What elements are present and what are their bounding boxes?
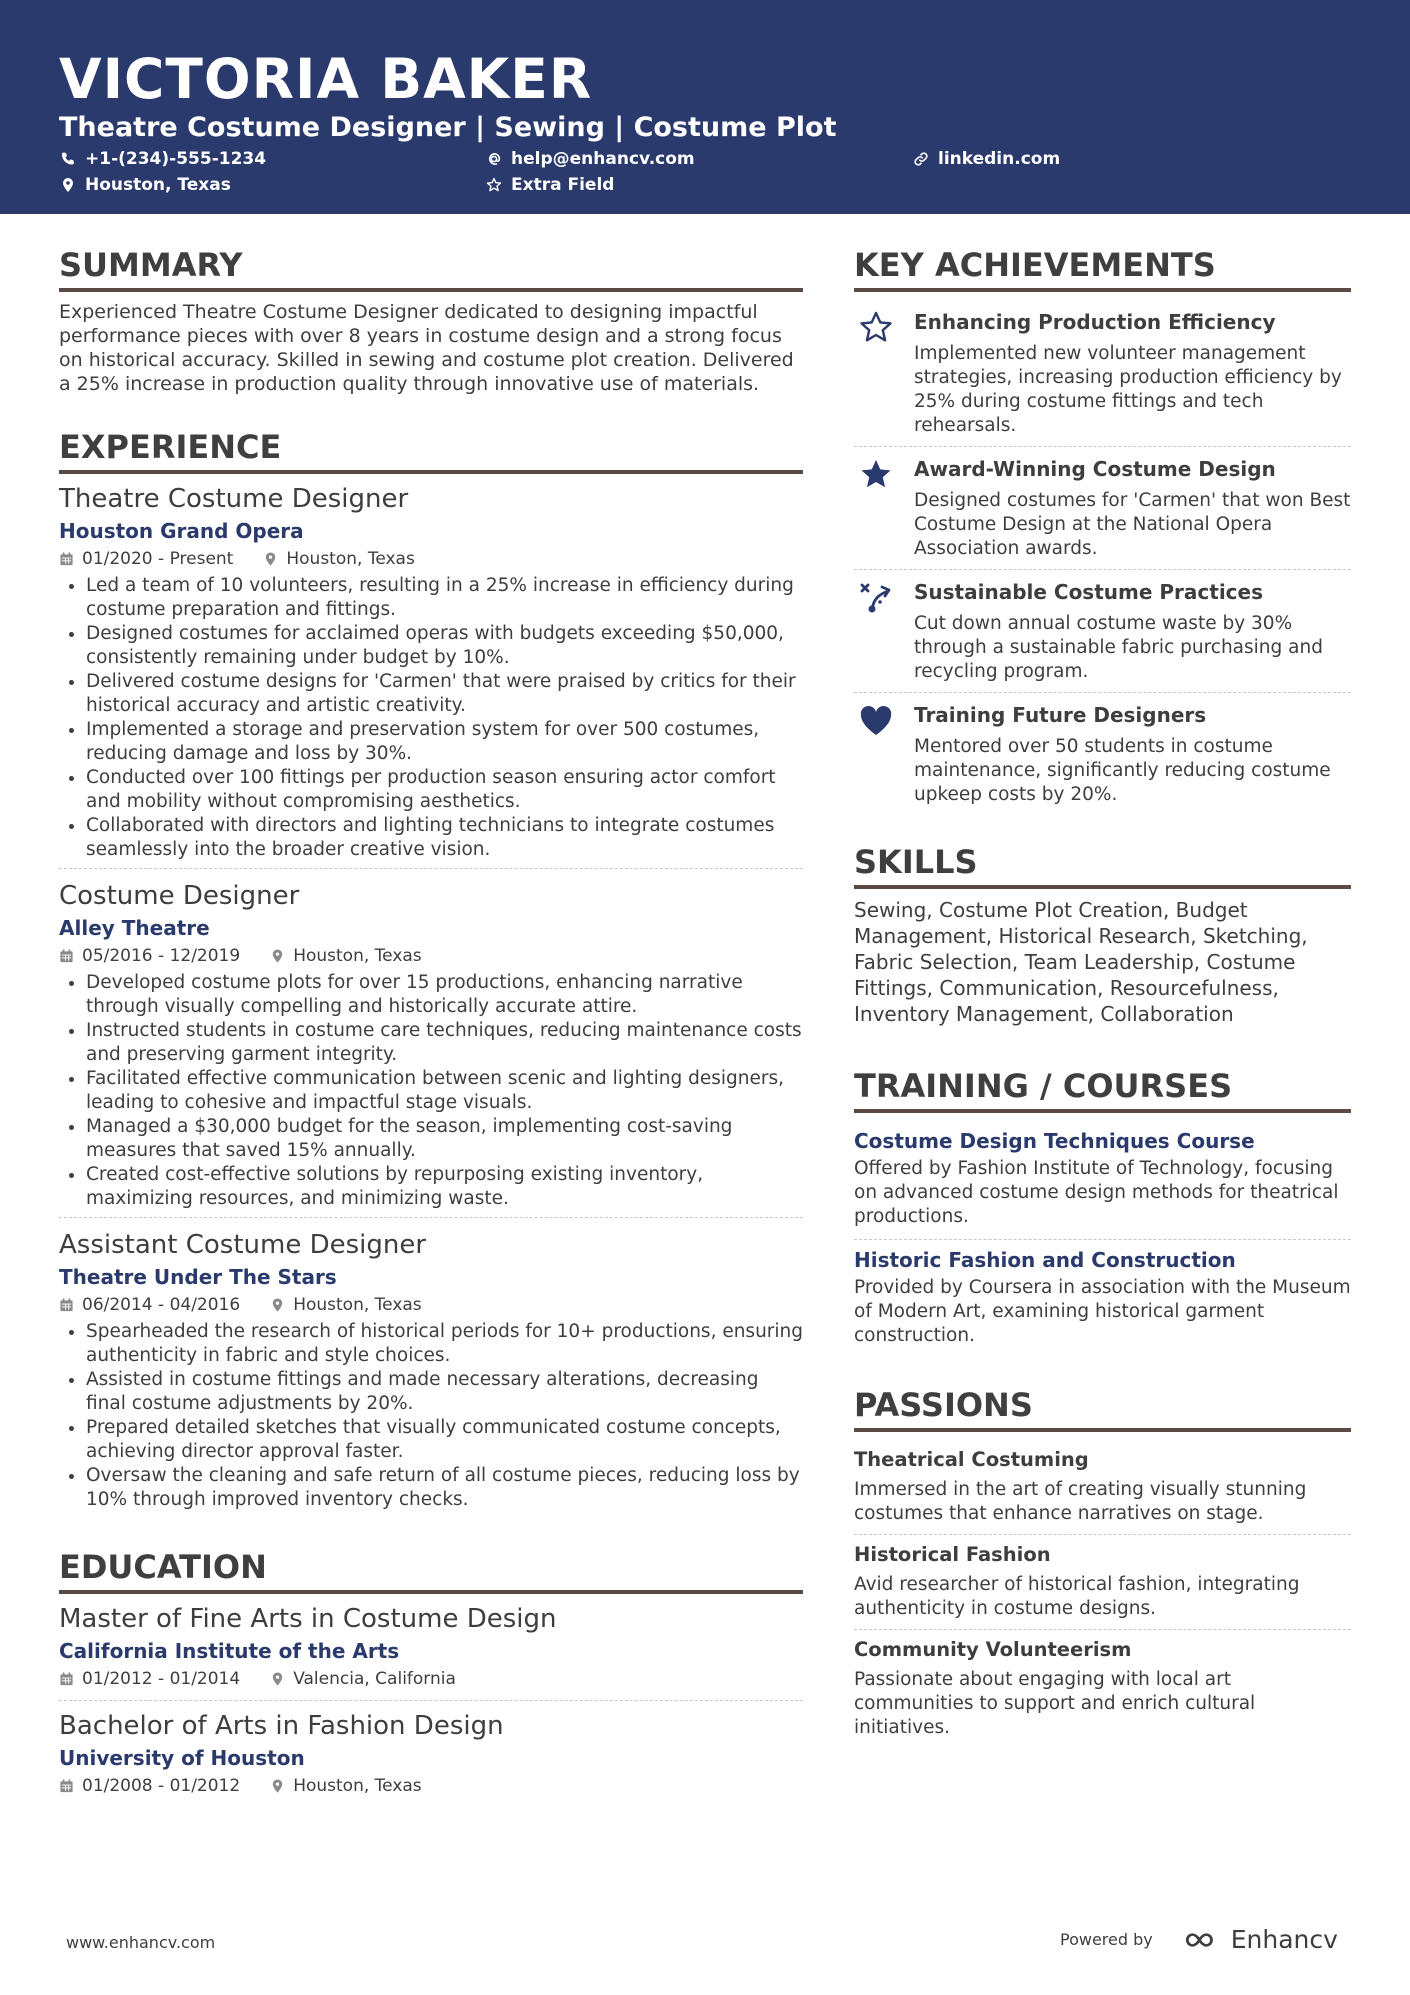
- achievement-title: Award-Winning Costume Design: [914, 457, 1276, 481]
- bullet-item: Created cost-effective solutions by repurposing existing inventory, maximizing resources, and minimizing waste.: [59, 1163, 803, 1211]
- achievement-item: [854, 447, 1351, 570]
- bullet-item: Spearheaded the research of historical periods for 10+ productions, ensuring authenticity in fabric and style choices.: [59, 1320, 803, 1368]
- summary-heading: SUMMARY: [59, 244, 803, 292]
- course-item: [854, 1121, 1351, 1240]
- contact-extra: [486, 174, 614, 196]
- job-meta: [59, 546, 803, 572]
- bullet-item: Facilitated effective communication between scenic and lighting designers, leading to cohesive and impactful stage visuals.: [59, 1067, 803, 1115]
- education-entry: [59, 1602, 803, 1701]
- left-column: [59, 244, 803, 1815]
- company-name: Alley Theatre: [59, 916, 210, 940]
- right-column: [854, 244, 1351, 1748]
- achievement-title: Training Future Designers: [914, 703, 1207, 727]
- job-title: Theatre Costume Designer: [59, 484, 409, 514]
- job-bullets: [59, 971, 803, 1211]
- job-title: Costume Designer: [59, 881, 300, 911]
- calendar-icon: [59, 948, 74, 964]
- passion-item: [854, 1440, 1351, 1535]
- contact-phone[interactable]: [60, 148, 266, 170]
- bullet-item: Collaborated with directors and lighting technicians to integrate costumes seamlessly into the broader creative vision.: [59, 814, 803, 862]
- education-location: Houston, Texas: [293, 1776, 422, 1796]
- company-name: Theatre Under The Stars: [59, 1265, 337, 1289]
- calendar-icon: [59, 1778, 74, 1794]
- bullet-item: Oversaw the cleaning and safe return of all costume pieces, reducing loss by 10% through improved inventory checks.: [59, 1464, 803, 1512]
- passion-title: Historical Fashion: [854, 1543, 1051, 1566]
- education-dates: 01/2012 - 01/2014: [82, 1669, 241, 1689]
- course-title: Costume Design Techniques Course: [854, 1129, 1255, 1153]
- footer-website[interactable]: www.enhancv.com: [66, 1933, 216, 1952]
- location-pin-icon: [263, 551, 278, 567]
- extra-field-text: Extra Field: [511, 175, 615, 195]
- job-location: Houston, Texas: [286, 549, 415, 569]
- experience-entry: [59, 1228, 803, 1518]
- infinity-logo-icon: [1177, 1927, 1225, 1953]
- powered-by-text: Powered by: [1060, 1930, 1153, 1949]
- passion-title: Community Volunteerism: [854, 1638, 1132, 1661]
- star-outline-icon: [486, 177, 502, 193]
- bullet-item: Developed costume plots for over 15 productions, enhancing narrative through visually compelling and historically accurate attire.: [59, 971, 803, 1019]
- candidate-headline: Theatre Costume Designer | Sewing | Costume Plot: [59, 112, 837, 143]
- job-location: Houston, Texas: [293, 1295, 422, 1315]
- location-pin-icon: [270, 1297, 285, 1313]
- job-meta: [59, 943, 803, 969]
- degree-title: Master of Fine Arts in Costume Design: [59, 1604, 557, 1634]
- at-icon: [486, 151, 502, 167]
- contact-linkedin[interactable]: [913, 148, 1060, 170]
- bullet-item: Delivered costume designs for 'Carmen' that were praised by critics for their historical accuracy and artistic creativity.: [59, 670, 803, 718]
- achievement-item: [854, 693, 1351, 815]
- education-meta: [59, 1773, 803, 1799]
- education-dates: 01/2008 - 01/2012: [82, 1776, 241, 1796]
- route-icon: [858, 580, 894, 616]
- achievement-desc: Designed costumes for 'Carmen' that won Best Costume Design at the National Opera Association awards.: [914, 490, 1351, 559]
- location-text: Houston, Texas: [85, 175, 231, 195]
- course-title: Historic Fashion and Construction: [854, 1248, 1236, 1272]
- bullet-item: Assisted in costume fittings and made necessary alterations, decreasing final costume adjustments by 20%.: [59, 1368, 803, 1416]
- achievements-heading: KEY ACHIEVEMENTS: [854, 244, 1351, 292]
- job-bullets: [59, 1320, 803, 1512]
- job-title: Assistant Costume Designer: [59, 1230, 427, 1260]
- job-location: Houston, Texas: [293, 946, 422, 966]
- calendar-icon: [59, 1671, 74, 1687]
- contact-location: [60, 174, 231, 196]
- passion-item: [854, 1535, 1351, 1630]
- achievement-item: [854, 300, 1351, 447]
- enhancv-logo[interactable]: [1177, 1925, 1338, 1954]
- phone-icon: [60, 151, 76, 167]
- star-filled-icon: [858, 457, 894, 493]
- achievement-desc: Implemented new volunteer management strategies, increasing production efficiency by 25% during costume fittings and tech rehearsals.: [914, 343, 1342, 436]
- bullet-item: Designed costumes for acclaimed operas with budgets exceeding $50,000, consistently remaining under budget by 10%.: [59, 622, 803, 670]
- email-text: help@enhancv.com: [511, 149, 695, 169]
- achievement-desc: Mentored over 50 students in costume maintenance, significantly reducing costume upkeep costs by 20%.: [914, 736, 1331, 805]
- location-pin-icon: [270, 1671, 285, 1687]
- resume-header: [0, 0, 1410, 214]
- achievement-title: Sustainable Costume Practices: [914, 580, 1263, 604]
- achievement-title: Enhancing Production Efficiency: [914, 310, 1276, 334]
- candidate-name: VICTORIA BAKER: [59, 47, 593, 111]
- school-name: University of Houston: [59, 1746, 305, 1770]
- calendar-icon: [59, 1297, 74, 1313]
- education-entry: [59, 1709, 803, 1807]
- bullet-item: Implemented a storage and preservation system for over 500 costumes, reducing damage and loss by 30%.: [59, 718, 803, 766]
- passion-desc: Immersed in the art of creating visually stunning costumes that enhance narratives on stage.: [854, 1479, 1307, 1524]
- bullet-item: Led a team of 10 volunteers, resulting in a 25% increase in efficiency during costume preparation and fittings.: [59, 574, 803, 622]
- job-dates: 01/2020 - Present: [82, 549, 234, 569]
- phone-text: +1-(234)-555-1234: [85, 149, 267, 169]
- course-desc: Provided by Coursera in association with the Museum of Modern Art, examining historical garment construction.: [854, 1277, 1351, 1346]
- degree-title: Bachelor of Arts in Fashion Design: [59, 1711, 504, 1741]
- job-bullets: [59, 574, 803, 862]
- experience-entry: [59, 482, 803, 869]
- calendar-icon: [59, 551, 74, 567]
- brand-name: Enhancv: [1230, 1925, 1338, 1954]
- education-meta: [59, 1666, 803, 1692]
- passions-heading: PASSIONS: [854, 1384, 1351, 1432]
- school-name: California Institute of the Arts: [59, 1639, 400, 1663]
- bullet-item: Instructed students in costume care techniques, reducing maintenance costs and preserving garment integrity.: [59, 1019, 803, 1067]
- job-dates: 06/2014 - 04/2016: [82, 1295, 241, 1315]
- link-icon: [913, 151, 929, 167]
- linkedin-text: linkedin.com: [938, 149, 1061, 169]
- job-meta: [59, 1292, 803, 1318]
- skills-heading: SKILLS: [854, 841, 1351, 889]
- bullet-item: Managed a $30,000 budget for the season, implementing cost-saving measures that saved 15% annually.: [59, 1115, 803, 1163]
- heart-icon: [858, 703, 894, 739]
- location-pin-icon: [270, 1778, 285, 1794]
- location-pin-icon: [270, 948, 285, 964]
- skills-list: Sewing, Costume Plot Creation, Budget Management, Historical Research, Sketching, Fabric Selection, Team Leadership, Costume Fittings, Communication, Resourcefulness, Inventory Management, Collaboration: [854, 898, 1308, 1026]
- location-pin-icon: [60, 177, 76, 193]
- passion-desc: Avid researcher of historical fashion, integrating authenticity in costume designs.: [854, 1574, 1300, 1619]
- education-heading: EDUCATION: [59, 1546, 803, 1594]
- contact-email[interactable]: [486, 148, 695, 170]
- bullet-item: Prepared detailed sketches that visually communicated costume concepts, achieving director approval faster.: [59, 1416, 803, 1464]
- footer-branding: [1060, 1925, 1338, 1954]
- experience-entry: [59, 879, 803, 1218]
- summary-text: Experienced Theatre Costume Designer dedicated to designing impactful performance pieces with over 8 years in costume design and a strong focus on historical accuracy. Skilled in sewing and costume plot creation. Delivered a 25% increase in production quality through innovative use of materials.: [59, 301, 794, 395]
- course-item: [854, 1240, 1351, 1358]
- achievement-desc: Cut down annual costume waste by 30% through a sustainable fabric purchasing and recycling program.: [914, 613, 1323, 682]
- training-heading: TRAINING / COURSES: [854, 1065, 1351, 1113]
- achievement-item: [854, 570, 1351, 693]
- course-desc: Offered by Fashion Institute of Technology, focusing on advanced costume design methods for theatrical productions.: [854, 1158, 1339, 1227]
- star-outline-icon: [858, 310, 894, 346]
- experience-heading: EXPERIENCE: [59, 426, 803, 474]
- bullet-item: Conducted over 100 fittings per production season ensuring actor comfort and mobility without compromising aesthetics.: [59, 766, 803, 814]
- passion-item: [854, 1630, 1351, 1748]
- passion-title: Theatrical Costuming: [854, 1448, 1089, 1471]
- company-name: Houston Grand Opera: [59, 519, 304, 543]
- job-dates: 05/2016 - 12/2019: [82, 946, 241, 966]
- passion-desc: Passionate about engaging with local art communities to support and enrich cultural initiatives.: [854, 1669, 1256, 1738]
- education-location: Valencia, California: [293, 1669, 456, 1689]
